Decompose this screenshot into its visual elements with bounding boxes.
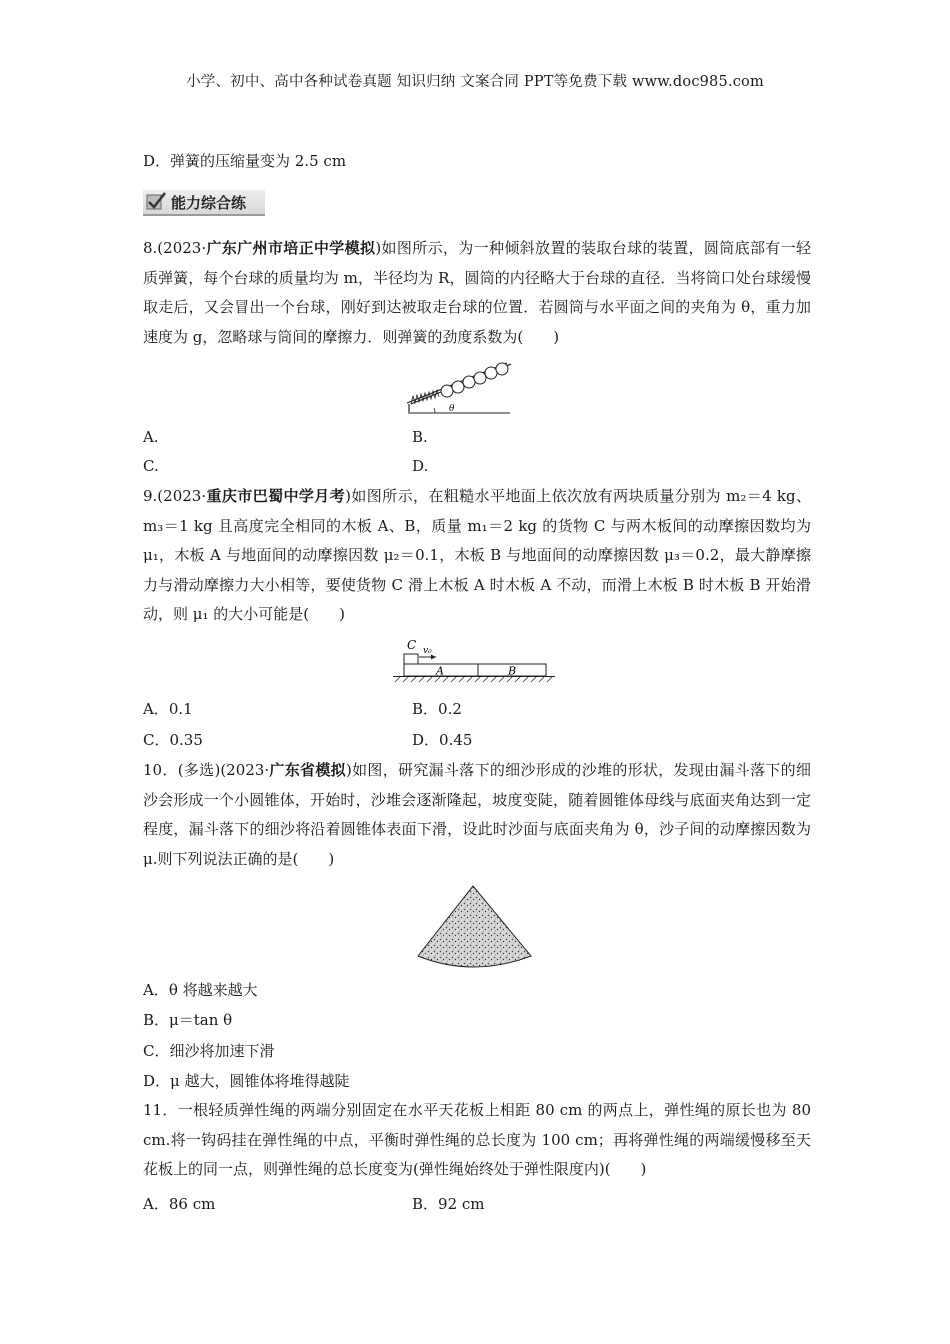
q10-source: 广东省模拟 xyxy=(269,761,346,779)
billiard-tube-figure xyxy=(405,360,515,416)
q9-source: 重庆市巴蜀中学月考 xyxy=(206,487,346,505)
q10-option-b: B．μ＝tan θ xyxy=(143,1011,233,1029)
sand-cone-figure xyxy=(415,884,535,970)
question-8 xyxy=(143,234,811,352)
q8-number: 8.(2023· xyxy=(143,239,207,257)
q8-angle-label: θ xyxy=(449,404,455,414)
q10-number: 10．(多选)(2023· xyxy=(143,761,270,779)
q9-board-b-label: B xyxy=(508,664,517,678)
q8-option-b: B. xyxy=(412,428,428,446)
boards-figure xyxy=(391,636,557,684)
q10-option-a: A．θ 将越来越大 xyxy=(143,981,258,999)
q11-option-b: B．92 cm xyxy=(412,1195,485,1213)
q9-option-b: B．0.2 xyxy=(412,700,462,718)
q8-source: 广东广州市培正中学模拟 xyxy=(206,239,376,257)
q8-stem: )如图所示，为一种倾斜放置的装取台球的装置，圆筒底部有一轻质弹簧，每个台球的质量均为 m，半径均为 R，圆筒的内径略大于台球的直径．当将筒口处台球缓慢取走后，又会冒出一个台球，刚好到达被取走台球的位置．若圆筒与水平面之间的夹角为 θ，重力加速度为 g，忽略球与筒间的摩擦力．则弹簧的劲度系数为( ) xyxy=(143,239,811,346)
question-11: 11．一根轻质弹性绳的两端分别固定在水平天花板上相距 80 cm 的两点上，弹性绳的原长也为 80 cm.将一钩码挂在弹性绳的中点，平衡时弹性绳的总长度为 100 cm；再将弹性绳的两端缓慢移至天花板上的同一点，则弹性绳的总长度变为(弹性绳始终处于弹性限度内)( ) xyxy=(143,1101,811,1178)
question-9 xyxy=(143,482,811,630)
q9-number: 9.(2023· xyxy=(143,487,207,505)
question-10 xyxy=(143,756,811,874)
page-header: 小学、初中、高中各种试卷真题 知识归纳 文案合同 PPT等免费下载 www.doc985.com xyxy=(186,74,764,90)
q10-stem: )如图，研究漏斗落下的细沙形成的沙堆的形状，发现由漏斗落下的细沙会形成一个小圆锥体，开始时，沙堆会逐渐隆起，坡度变陡，随着圆锥体母线与底面夹角达到一定程度，漏斗落下的细沙将沿着圆锥体表面下滑，设此时沙面与底面夹角为 θ，沙子间的动摩擦因数为 μ.则下列说法正确的是( ) xyxy=(143,761,811,868)
q9-stem: )如图所示，在粗糙水平地面上依次放有两块质量分别为 m₂＝4 kg、m₃＝1 kg 且高度完全相同的木板 A、B，质量 m₁＝2 kg 的货物 C 与两木板间的动摩擦因数均为 μ₁，木板 A 与地面间的动摩擦因数 μ₂＝0.1，木板 B 与地面间的动摩擦因数 μ₃＝0.2，最大静摩擦力与滑动摩擦力大小相等，要使货物 C 滑上木板 A 时木板 A 不动，而滑上木板 B 时木板 B 开始滑动，则 μ₁ 的大小可能是( ) xyxy=(143,487,811,623)
q10-option-d: D．μ 越大，圆锥体将堆得越陡 xyxy=(143,1072,350,1090)
q10-option-c: C．细沙将加速下滑 xyxy=(143,1042,275,1060)
q8-option-d: D. xyxy=(412,457,429,475)
section-heading xyxy=(143,190,265,216)
q7-option-d: D．弹簧的压缩量变为 2.5 cm xyxy=(143,152,347,170)
q9-option-a: A．0.1 xyxy=(143,700,193,718)
checkmark-box-icon xyxy=(146,191,166,211)
q9-velocity-label: v₀ xyxy=(423,646,432,656)
q11-option-a: A．86 cm xyxy=(143,1195,216,1213)
q9-cargo-label: C xyxy=(407,638,417,652)
q8-option-c: C. xyxy=(143,457,159,475)
q9-board-a-label: A xyxy=(436,664,444,678)
q8-option-a: A. xyxy=(143,428,159,446)
section-title: 能力综合练 xyxy=(171,194,247,212)
q9-option-d: D．0.45 xyxy=(412,731,473,749)
q9-option-c: C．0.35 xyxy=(143,731,203,749)
